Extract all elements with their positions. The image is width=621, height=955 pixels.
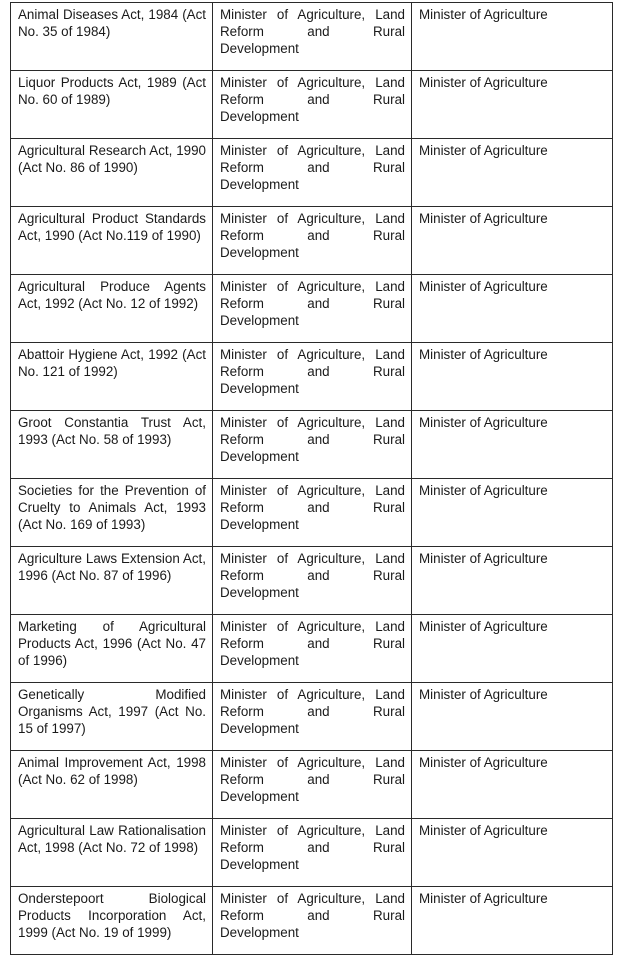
legislation-table xyxy=(10,2,613,955)
act-cell: Onderstepoort Biological Products Incorporation Act, 1999 (Act No. 19 of 1999) xyxy=(11,887,213,955)
act-cell: Agricultural Product Standards Act, 1990 (Act No.119 of 1990) xyxy=(11,207,213,275)
current-minister-cell: Minister of Agriculture, Land Reform and Rural Development xyxy=(213,751,412,819)
new-minister-cell: Minister of Agriculture xyxy=(412,3,613,71)
current-minister-cell: Minister of Agriculture, Land Reform and Rural Development xyxy=(213,479,412,547)
new-minister-cell: Minister of Agriculture xyxy=(412,683,613,751)
act-cell: Liquor Products Act, 1989 (Act No. 60 of 1989) xyxy=(11,71,213,139)
table-row xyxy=(11,547,613,615)
act-cell: Genetically Modified Organisms Act, 1997 (Act No. 15 of 1997) xyxy=(11,683,213,751)
act-cell: Abattoir Hygiene Act, 1992 (Act No. 121 of 1992) xyxy=(11,343,213,411)
act-cell: Animal Improvement Act, 1998 (Act No. 62 of 1998) xyxy=(11,751,213,819)
act-cell: Animal Diseases Act, 1984 (Act No. 35 of 1984) xyxy=(11,3,213,71)
current-minister-cell: Minister of Agriculture, Land Reform and Rural Development xyxy=(213,615,412,683)
table-row xyxy=(11,3,613,71)
table-row xyxy=(11,207,613,275)
act-cell: Marketing of Agricultural Products Act, 1996 (Act No. 47 of 1996) xyxy=(11,615,213,683)
act-cell: Societies for the Prevention of Cruelty to Animals Act, 1993 (Act No. 169 of 1993) xyxy=(11,479,213,547)
current-minister-cell: Minister of Agriculture, Land Reform and Rural Development xyxy=(213,139,412,207)
act-cell: Agriculture Laws Extension Act, 1996 (Act No. 87 of 1996) xyxy=(11,547,213,615)
new-minister-cell: Minister of Agriculture xyxy=(412,615,613,683)
table-row xyxy=(11,615,613,683)
current-minister-cell: Minister of Agriculture, Land Reform and Rural Development xyxy=(213,819,412,887)
new-minister-cell: Minister of Agriculture xyxy=(412,275,613,343)
act-cell: Agricultural Produce Agents Act, 1992 (Act No. 12 of 1992) xyxy=(11,275,213,343)
new-minister-cell: Minister of Agriculture xyxy=(412,547,613,615)
new-minister-cell: Minister of Agriculture xyxy=(412,207,613,275)
table-row xyxy=(11,819,613,887)
current-minister-cell: Minister of Agriculture, Land Reform and Rural Development xyxy=(213,887,412,955)
new-minister-cell: Minister of Agriculture xyxy=(412,71,613,139)
current-minister-cell: Minister of Agriculture, Land Reform and Rural Development xyxy=(213,3,412,71)
table-row xyxy=(11,411,613,479)
table-row xyxy=(11,479,613,547)
table-row xyxy=(11,343,613,411)
current-minister-cell: Minister of Agriculture, Land Reform and Rural Development xyxy=(213,343,412,411)
new-minister-cell: Minister of Agriculture xyxy=(412,751,613,819)
new-minister-cell: Minister of Agriculture xyxy=(412,819,613,887)
current-minister-cell: Minister of Agriculture, Land Reform and Rural Development xyxy=(213,547,412,615)
table-row xyxy=(11,275,613,343)
table-row xyxy=(11,751,613,819)
table-row xyxy=(11,683,613,751)
table-row xyxy=(11,887,613,955)
current-minister-cell: Minister of Agriculture, Land Reform and Rural Development xyxy=(213,683,412,751)
new-minister-cell: Minister of Agriculture xyxy=(412,479,613,547)
new-minister-cell: Minister of Agriculture xyxy=(412,343,613,411)
act-cell: Agricultural Law Rationalisation Act, 1998 (Act No. 72 of 1998) xyxy=(11,819,213,887)
current-minister-cell: Minister of Agriculture, Land Reform and Rural Development xyxy=(213,275,412,343)
legislation-table-body xyxy=(11,3,613,955)
current-minister-cell: Minister of Agriculture, Land Reform and Rural Development xyxy=(213,71,412,139)
new-minister-cell: Minister of Agriculture xyxy=(412,411,613,479)
current-minister-cell: Minister of Agriculture, Land Reform and Rural Development xyxy=(213,411,412,479)
new-minister-cell: Minister of Agriculture xyxy=(412,887,613,955)
new-minister-cell: Minister of Agriculture xyxy=(412,139,613,207)
act-cell: Agricultural Research Act, 1990 (Act No. 86 of 1990) xyxy=(11,139,213,207)
table-row xyxy=(11,71,613,139)
table-row xyxy=(11,139,613,207)
act-cell: Groot Constantia Trust Act, 1993 (Act No. 58 of 1993) xyxy=(11,411,213,479)
current-minister-cell: Minister of Agriculture, Land Reform and Rural Development xyxy=(213,207,412,275)
